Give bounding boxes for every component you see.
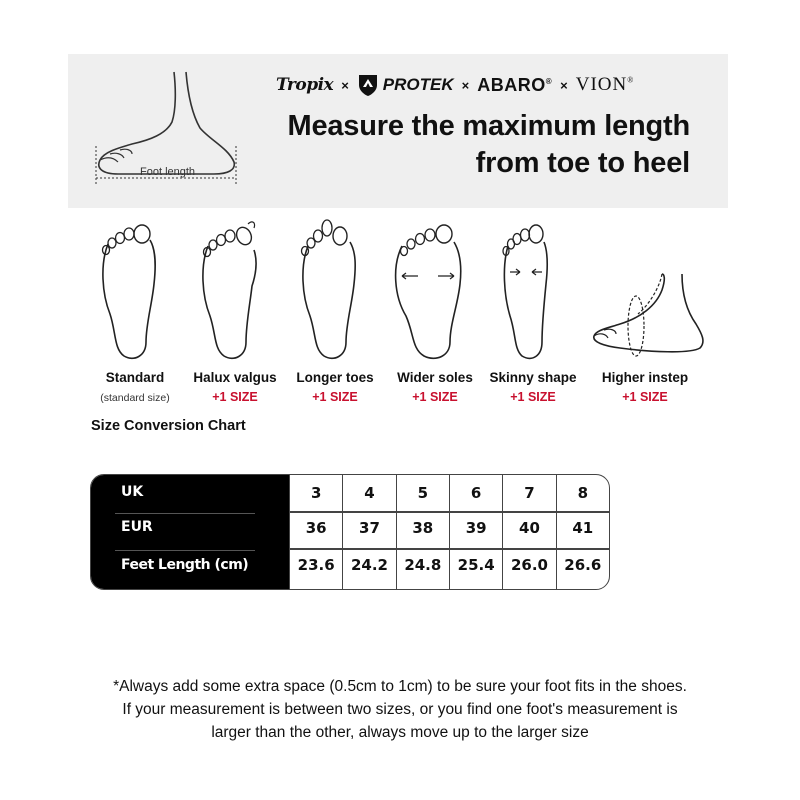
uk-size-cell: 4 (364, 484, 375, 502)
footnote-line-2: If your measurement is between two sizes, or you find one foot's measurement is (122, 701, 678, 718)
foot-type-higher-instep (590, 214, 700, 414)
abaro-logo (477, 75, 552, 96)
size-column (342, 475, 395, 589)
plus-one-size-badge: +1 SIZE (212, 390, 258, 404)
row-header-feet-length: Feet Length (cm) (121, 557, 249, 573)
brand-separator: × (341, 77, 349, 93)
headline-line-1: Measure the maximum length (287, 110, 690, 142)
foot-type-label: Halux valgus (193, 370, 277, 385)
row-divider (289, 511, 609, 513)
table-row-headers (91, 475, 289, 589)
plus-one-size-badge: +1 SIZE (312, 390, 358, 404)
sizing-footnote (40, 675, 760, 744)
longer-toes-foot-icon (280, 214, 390, 364)
brand-logos (276, 70, 696, 100)
foot-length-cell: 25.4 (457, 556, 495, 574)
foot-type-label: Longer toes (296, 370, 374, 385)
registered-mark-icon: ® (545, 76, 553, 86)
eur-size-cell: 39 (465, 519, 487, 537)
plus-one-size-badge: +1 SIZE (622, 390, 668, 404)
foot-types-row (80, 214, 720, 414)
size-column (502, 475, 555, 589)
eur-size-cell: 40 (519, 519, 540, 537)
plus-one-size-badge: +1 SIZE (510, 390, 556, 404)
wider-soles-foot-icon (380, 214, 490, 364)
tropix-logo: Tropix (276, 75, 334, 95)
registered-mark-icon: ® (627, 75, 635, 85)
protek-logo-text: PROTEK (382, 75, 454, 94)
skinny-shape-foot-icon (478, 214, 588, 364)
row-header-eur: EUR (121, 519, 153, 535)
protek-logo (357, 73, 454, 97)
vion-logo (576, 74, 635, 96)
vion-logo-text: VION (575, 74, 628, 95)
foot-length-cell: 23.6 (297, 556, 335, 574)
plus-one-size-badge: +1 SIZE (412, 390, 458, 404)
protek-shield-icon (357, 73, 379, 97)
row-header-uk: UK (121, 484, 144, 500)
size-column (449, 475, 502, 589)
size-column (556, 475, 609, 589)
halux-valgus-foot-icon (180, 214, 290, 364)
foot-type-note: (standard size) (100, 392, 170, 404)
headline-line-2: from toe to heel (475, 147, 690, 179)
foot-length-cell: 26.6 (564, 556, 602, 574)
row-divider (115, 550, 255, 551)
row-divider (289, 548, 609, 550)
uk-size-cell: 7 (524, 484, 535, 502)
foot-type-label: Wider soles (397, 370, 473, 385)
headline (287, 108, 690, 182)
foot-type-label: Skinny shape (489, 370, 577, 385)
brand-separator: × (560, 77, 568, 93)
size-column (289, 475, 342, 589)
uk-size-cell: 8 (577, 484, 589, 502)
foot-length-cell: 26.0 (510, 556, 548, 574)
eur-size-cell: 38 (412, 519, 434, 537)
uk-size-cell: 5 (417, 484, 429, 502)
size-conversion-table (90, 474, 610, 590)
eur-size-cell: 37 (359, 519, 380, 537)
foot-length-label: Foot length (140, 166, 196, 178)
uk-size-cell: 6 (470, 484, 482, 502)
brand-separator: × (461, 77, 470, 93)
table-columns (289, 475, 609, 589)
uk-size-cell: 3 (310, 484, 322, 502)
higher-instep-foot-icon (590, 214, 720, 364)
foot-type-skinny-shape (478, 214, 588, 414)
abaro-logo-text: ABARO (477, 74, 546, 95)
foot-type-label: Standard (105, 370, 165, 385)
footnote-line-3: larger than the other, always move up to the larger size (211, 724, 589, 741)
eur-size-cell: 41 (572, 519, 594, 537)
standard-foot-icon (80, 214, 190, 364)
foot-length-cell: 24.8 (404, 556, 442, 574)
size-column (396, 475, 449, 589)
size-chart-title: Size Conversion Chart (91, 418, 246, 434)
eur-size-cell: 36 (305, 519, 327, 537)
footnote-line-1: *Always add some extra space (0.5cm to 1cm) to be sure your foot fits in the shoes. (113, 678, 687, 695)
foot-type-label: Higher instep (601, 370, 689, 385)
row-divider (115, 513, 255, 514)
foot-length-cell: 24.2 (350, 556, 388, 574)
